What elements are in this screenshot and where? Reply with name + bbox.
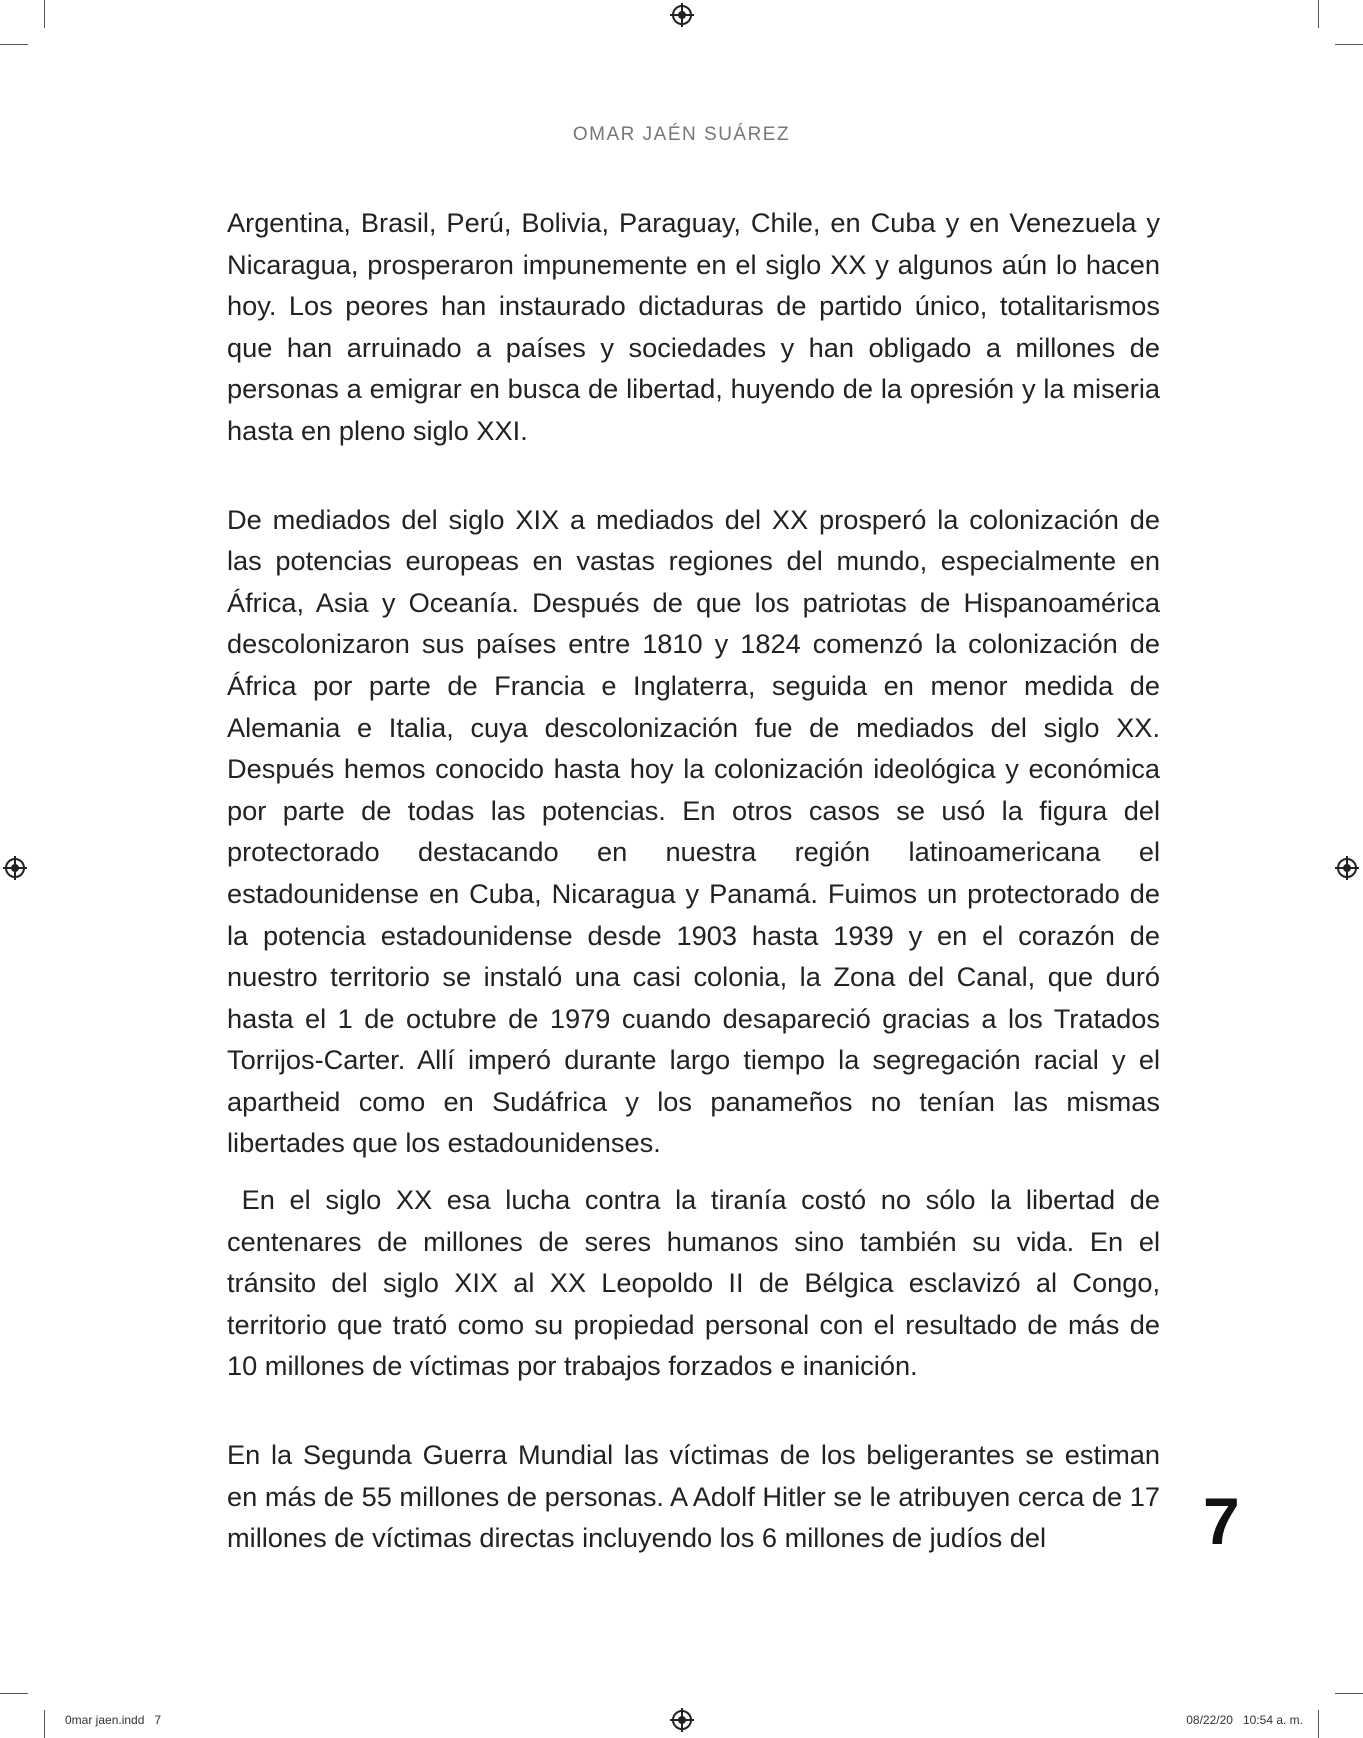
crop-mark-top-right-v <box>1318 0 1319 28</box>
crop-mark-top-right-h <box>1335 44 1363 45</box>
paragraph: Argentina, Brasil, Perú, Bolivia, Paraguay, Chile, en Cuba y en Venezuela y Nicaragua, prosperaron impunemente en el siglo XX y algunos aún lo hacen hoy. Los peores han instaurado dictaduras de partido único, totalitarismos que han arruinado a países y sociedades y han obligado a millones de personas a emigrar en busca de libertad, huyendo de la opresión y la miseria hasta en pleno siglo XXI. <box>227 207 1160 446</box>
slug-filename: 0mar jaen.indd 7 <box>65 1713 162 1727</box>
slug-timestamp: 08/22/20 10:54 a. m. <box>1186 1713 1303 1727</box>
paragraph: De mediados del siglo XIX a mediados del XX prosperó la colonización de las potencias europeas en vastas regiones del mundo, especialmente en África, Asia y Oceanía. Después de que los patriotas de Hispanoamérica descolonizaron sus países entre 1810 y 1824 comenzó la colonización de África por parte de Francia e Inglaterra, seguida en menor medida de Alemania e Italia, cuya descolonización fue de mediados del siglo XX. Después hemos conocido hasta hoy la colonización ideológica y económica por parte de todas las potencias. En otros casos se usó la figura del protectorado destacando en nuestra región latinoamericana el estadounidense en Cuba, Nicaragua y Panamá. Fuimos un protectorado de la potencia estadounidense desde 1903 hasta 1939 y en el corazón de nuestro territorio se instaló una casi colonia, la Zona del Canal, que duró hasta el 1 de octubre de 1979 cuando desapareció gracias a los Tratados Torrijos-Carter. Allí imperó durante largo tiempo la segregación racial y el apartheid como en Sudáfrica y los panameños no tenían las mismas libertades que los estadounidenses. <box>227 503 1160 1159</box>
crop-mark-bottom-left-h <box>0 1693 28 1694</box>
registration-mark-icon <box>672 1710 692 1730</box>
running-head: OMAR JAÉN SUÁREZ <box>572 124 791 145</box>
crop-mark-bottom-right-h <box>1335 1693 1363 1694</box>
body-text <box>227 202 1168 1559</box>
paragraph: En la Segunda Guerra Mundial las víctimas de los beligerantes se estiman en más de 55 millones de personas. A Adolf Hitler se le atribuyen cerca de 17 millones de víctimas directas incluyendo los 6 millones de judíos del <box>227 1439 1160 1554</box>
crop-mark-bottom-left-v <box>44 1710 45 1738</box>
crop-mark-bottom-right-v <box>1318 1710 1319 1738</box>
registration-mark-icon <box>672 5 692 25</box>
crop-mark-top-left-v <box>44 0 45 28</box>
page-number: 7 <box>1203 1484 1240 1558</box>
paragraph: En el siglo XX esa lucha contra la tiranía costó no sólo la libertad de centenares de millones de seres humanos sino también su vida. En el tránsito del siglo XIX al XX Leopoldo II de Bélgica esclavizó al Congo, territorio que trató como su propiedad personal con el resultado de más de 10 millones de víctimas por trabajos forzados e inanición. <box>227 1184 1168 1382</box>
crop-mark-top-left-h <box>0 44 28 45</box>
registration-mark-icon <box>1337 858 1357 878</box>
registration-mark-icon <box>5 858 25 878</box>
